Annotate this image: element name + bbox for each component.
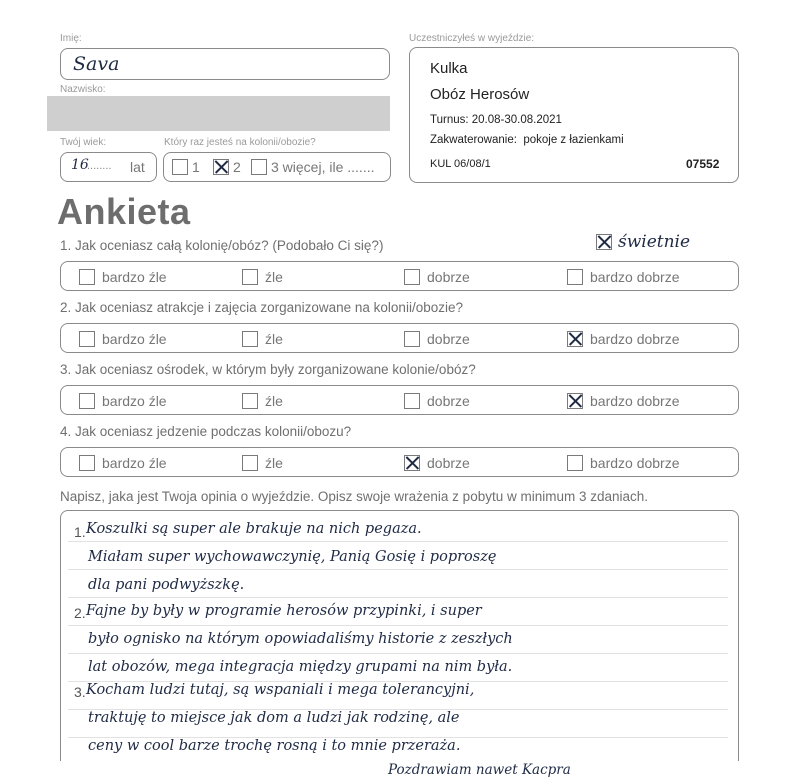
q3-option-bardzo-dobrze[interactable]: bardzo dobrze: [567, 391, 680, 411]
q1-note-checkbox: [596, 234, 612, 250]
question-4: 4. Jak oceniasz jedzenie podczas kolonii/obozu?: [60, 424, 352, 439]
times-checkbox-3[interactable]: [251, 159, 267, 175]
q2-option-bardzo-zle[interactable]: bardzo źle: [79, 329, 167, 349]
rule-line: [68, 653, 728, 654]
q3-checkbox[interactable]: [79, 393, 95, 409]
q1-checkbox[interactable]: [567, 269, 583, 285]
q4-option-bardzo-dobrze[interactable]: bardzo dobrze: [567, 453, 680, 473]
q3-checkbox-checked[interactable]: [567, 393, 583, 409]
q2-option-dobrze[interactable]: dobrze: [404, 329, 470, 349]
q1-checkbox[interactable]: [404, 269, 420, 285]
q3-option-zle[interactable]: źle: [242, 391, 283, 411]
q2-checkbox[interactable]: [242, 331, 258, 347]
q2-answer-row: [60, 323, 739, 353]
q1-option-bardzo-dobrze[interactable]: bardzo dobrze: [567, 267, 680, 287]
opinion-line-6: lat obozów, mega integracja między grupami na nim była.: [88, 659, 513, 675]
rule-line: [68, 569, 728, 570]
rule-line: [68, 597, 728, 598]
q1-option-bardzo-zle[interactable]: bardzo źle: [79, 267, 167, 287]
trip-label: Uczestniczyłeś w wyjeździe:: [409, 33, 535, 44]
opinion-number-2: 2.: [74, 605, 86, 621]
opinion-line-9: ceny w cool barze trochę rosną i to mnie przeraża.: [88, 738, 461, 754]
name-value: Sava: [73, 53, 120, 75]
question-3: 3. Jak oceniasz ośrodek, w którym były zorganizowane kolonie/obóz?: [60, 362, 476, 377]
opinion-line-8: traktuję to miejsce jak dom a ludzi jak rodzinę, ale: [88, 710, 460, 726]
name-field[interactable]: [60, 48, 390, 80]
times-checkbox-2[interactable]: [213, 159, 229, 175]
trip-name: Kulka: [430, 60, 468, 77]
opinion-signoff: Pozdrawiam nawet Kacpra: [388, 762, 571, 778]
trip-lodging: Zakwaterowanie: pokoje z łazienkami: [430, 134, 624, 146]
q1-checkbox[interactable]: [242, 269, 258, 285]
opinion-line-7: Kocham ludzi tutaj, są wspaniali i mega tolerancyjni,: [86, 682, 475, 698]
q3-answer-row: [60, 385, 739, 415]
trip-card: [409, 47, 739, 183]
q1-option-dobrze[interactable]: dobrze: [404, 267, 470, 287]
age-value: 16: [71, 157, 89, 173]
q4-checkbox-checked[interactable]: [404, 455, 420, 471]
q1-option-zle[interactable]: źle: [242, 267, 283, 287]
q4-checkbox[interactable]: [79, 455, 95, 471]
age-label: Twój wiek:: [60, 137, 107, 148]
q4-option-zle[interactable]: źle: [242, 453, 283, 473]
q4-checkbox[interactable]: [242, 455, 258, 471]
surname-label: Nazwisko:: [60, 84, 106, 95]
q3-checkbox[interactable]: [404, 393, 420, 409]
q1-checkbox[interactable]: [79, 269, 95, 285]
q2-option-zle[interactable]: źle: [242, 329, 283, 349]
question-1: 1. Jak oceniasz całą kolonię/obóz? (Podobało Ci się?): [60, 238, 384, 253]
q4-checkbox[interactable]: [567, 455, 583, 471]
q2-checkbox[interactable]: [404, 331, 420, 347]
opinion-number-1: 1.: [74, 524, 86, 540]
trip-camp: Obóz Herosów: [430, 86, 530, 103]
q1-note-text: świetnie: [618, 232, 691, 252]
q2-checkbox[interactable]: [79, 331, 95, 347]
age-field[interactable]: [60, 152, 157, 182]
q1-answer-row: [60, 261, 739, 291]
trip-code: KUL 06/08/1: [430, 158, 491, 170]
q2-checkbox-checked[interactable]: [567, 331, 583, 347]
q4-option-dobrze[interactable]: dobrze: [404, 453, 470, 473]
opinion-line-2: Miałam super wychowawczynię, Panią Gosię i poproszę: [88, 549, 497, 565]
opinion-line-3: dla pani podwyższkę.: [88, 577, 245, 593]
times-option-3[interactable]: 3 więcej, ile .......: [251, 159, 374, 175]
times-label: Który raz jesteś na kolonii/obozie?: [164, 137, 316, 148]
times-option-1[interactable]: 1: [172, 159, 200, 175]
q4-option-bardzo-zle[interactable]: bardzo źle: [79, 453, 167, 473]
surname-redaction: [47, 96, 390, 131]
rule-line: [68, 625, 728, 626]
trip-turnus: Turnus: 20.08-30.08.2021: [430, 114, 562, 126]
times-option-2[interactable]: 2: [213, 159, 241, 175]
q3-checkbox[interactable]: [242, 393, 258, 409]
opinion-line-4: Fajne by były w programie herosów przypinki, i super: [86, 603, 482, 619]
name-label: Imię:: [60, 33, 82, 44]
rule-line: [68, 541, 728, 542]
opinion-line-5: było ognisko na którym opowiadaliśmy historie z zeszłych: [88, 631, 513, 647]
q4-answer-row: [60, 447, 739, 477]
q3-option-dobrze[interactable]: dobrze: [404, 391, 470, 411]
opinion-prompt: Napisz, jaka jest Twoja opinia o wyjeździe. Opisz swoje wrażenia z pobytu w minimum 3 zdaniach.: [60, 489, 649, 504]
q2-option-bardzo-dobrze[interactable]: bardzo dobrze: [567, 329, 680, 349]
times-checkbox-1[interactable]: [172, 159, 188, 175]
age-dots: ........: [87, 160, 112, 172]
q3-option-bardzo-zle[interactable]: bardzo źle: [79, 391, 167, 411]
opinion-number-3: 3.: [74, 684, 86, 700]
q1-note: [596, 232, 690, 252]
opinion-line-1: Koszulki są super ale brakuje na nich pegaza.: [86, 521, 422, 537]
times-field: [163, 152, 391, 182]
question-2: 2. Jak oceniasz atrakcje i zajęcia zorganizowane na kolonii/obozie?: [60, 300, 463, 315]
trip-number: 07552: [686, 157, 720, 171]
age-unit: lat: [130, 159, 145, 175]
survey-title: Ankieta: [57, 191, 191, 232]
